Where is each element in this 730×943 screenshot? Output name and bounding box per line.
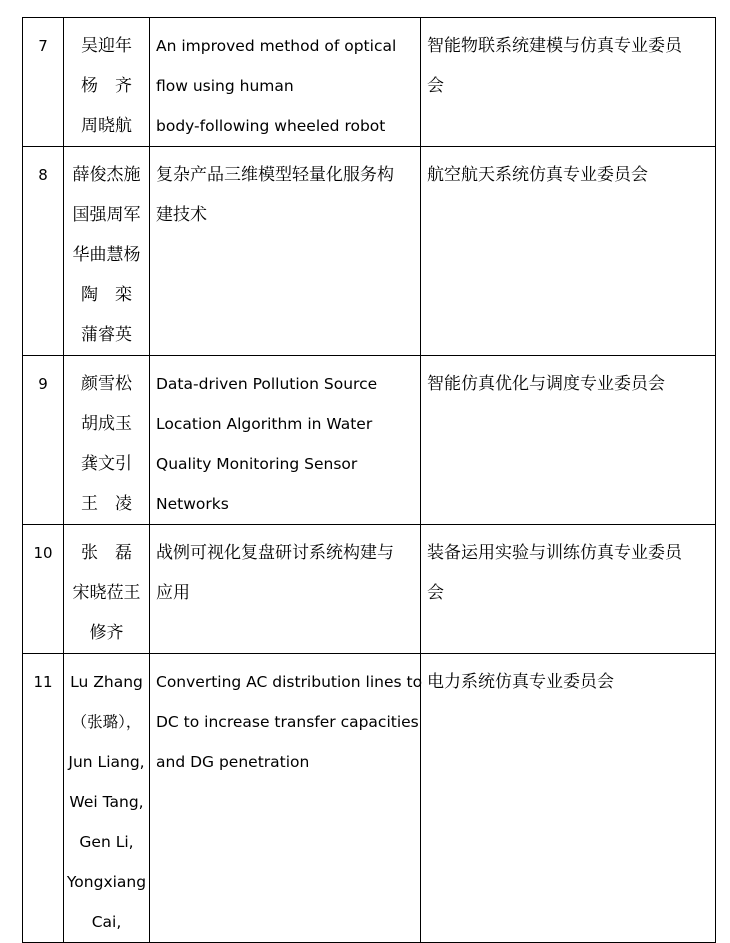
paper-title-cell bbox=[150, 147, 421, 356]
paper-title-cell bbox=[150, 356, 421, 525]
title-line: Converting AC distribution lines to bbox=[156, 673, 423, 691]
title-line: 战例可视化复盘研讨系统构建与 bbox=[156, 543, 394, 563]
title-line: Networks bbox=[156, 495, 229, 513]
committee-line: 智能仿真优化与调度专业委员会 bbox=[427, 374, 665, 394]
title-line: Location Algorithm in Water bbox=[156, 415, 373, 433]
committee-cell bbox=[421, 356, 716, 525]
author-line: Cai, bbox=[91, 913, 122, 931]
table-row bbox=[23, 147, 716, 356]
author-line: 蒲睿英 bbox=[81, 325, 132, 345]
authors-cell bbox=[64, 18, 150, 147]
author-line: 华曲慧杨 bbox=[72, 245, 141, 265]
row-number: 8 bbox=[23, 147, 64, 356]
committee-line: 航空航天系统仿真专业委员会 bbox=[427, 165, 648, 185]
row-number: 7 bbox=[23, 18, 64, 147]
table-row bbox=[23, 654, 716, 943]
committee-line: 装备运用实验与训练仿真专业委员 bbox=[427, 543, 682, 563]
title-line: 建技术 bbox=[156, 205, 207, 225]
author-line: （张璐）， bbox=[71, 713, 142, 731]
table-row bbox=[23, 525, 716, 654]
author-line: Jun Liang, bbox=[68, 753, 145, 771]
author-line: 王 凌 bbox=[81, 494, 132, 514]
author-line: 薛俊杰施 bbox=[72, 165, 141, 185]
author-line: Lu Zhang bbox=[70, 673, 143, 691]
author-line: Wei Tang, bbox=[69, 793, 144, 811]
author-line: 吴迎年 bbox=[81, 36, 132, 56]
title-line: 复杂产品三维模型轻量化服务构 bbox=[156, 165, 394, 185]
paper-title-cell bbox=[150, 18, 421, 147]
author-line: 宋晓莅王 bbox=[72, 583, 141, 603]
committee-cell bbox=[421, 18, 716, 147]
authors-cell bbox=[64, 525, 150, 654]
committee-cell bbox=[421, 147, 716, 356]
table-row bbox=[23, 18, 716, 147]
author-line: Yongxiang bbox=[66, 873, 147, 891]
committee-line: 智能物联系统建模与仿真专业委员 bbox=[427, 36, 682, 56]
committee-line: 电力系统仿真专业委员会 bbox=[427, 672, 614, 692]
row-number: 11 bbox=[23, 654, 64, 943]
committee-cell bbox=[421, 525, 716, 654]
title-line: 应用 bbox=[156, 583, 190, 603]
author-line: 修齐 bbox=[89, 623, 124, 643]
author-line: 国强周军 bbox=[72, 205, 141, 225]
title-line: body-following wheeled robot bbox=[156, 117, 386, 135]
author-line: 陶 栾 bbox=[81, 285, 132, 305]
authors-cell bbox=[64, 654, 150, 943]
title-line: Data-driven Pollution Source bbox=[156, 375, 378, 393]
table-row bbox=[23, 356, 716, 525]
authors-cell bbox=[64, 356, 150, 525]
title-line: flow using human bbox=[156, 77, 294, 95]
author-line: 颜雪松 bbox=[81, 374, 132, 394]
author-line: Gen Li, bbox=[79, 833, 134, 851]
author-line: 张 磊 bbox=[81, 543, 132, 563]
title-line: DC to increase transfer capacities bbox=[156, 713, 419, 731]
author-line: 杨 齐 bbox=[81, 76, 132, 96]
author-line: 龚文引 bbox=[81, 454, 132, 474]
row-number: 10 bbox=[23, 525, 64, 654]
authors-cell bbox=[64, 147, 150, 356]
paper-title-cell bbox=[150, 654, 421, 943]
title-line: An improved method of optical bbox=[156, 37, 397, 55]
title-line: Quality Monitoring Sensor bbox=[156, 455, 358, 473]
committee-line: 会 bbox=[427, 583, 444, 603]
author-line: 周晓航 bbox=[81, 116, 132, 136]
title-line: and DG penetration bbox=[156, 753, 310, 771]
award-table bbox=[22, 17, 716, 943]
paper-title-cell bbox=[150, 525, 421, 654]
committee-line: 会 bbox=[427, 76, 444, 96]
committee-cell bbox=[421, 654, 716, 943]
row-number: 9 bbox=[23, 356, 64, 525]
author-line: 胡成玉 bbox=[81, 414, 132, 434]
